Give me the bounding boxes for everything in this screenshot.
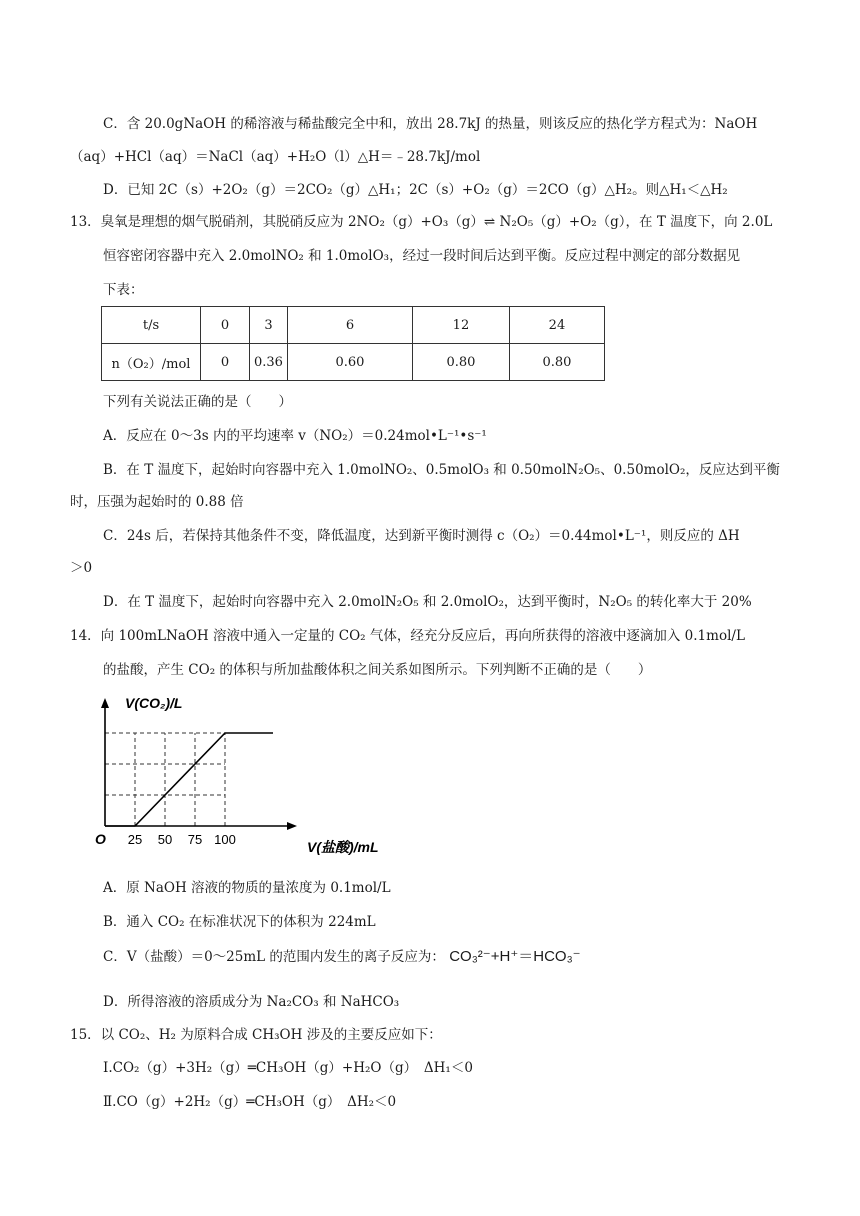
q14-option-d: D．所得溶液的溶质成分为 Na₂CO₃ 和 NaHCO₃ [103, 994, 400, 1010]
x-axis-arrow [287, 822, 297, 830]
table-cell: 0.60 [287, 344, 412, 381]
table-cell: 0 [201, 344, 250, 381]
q14-option-c [103, 945, 581, 966]
series-line-co2-volume [105, 733, 273, 826]
q15-reaction-2: Ⅱ.CO（g）+2H₂（g）═CH₃OH（g） ΔH₂＜0 [103, 1094, 397, 1110]
table-cell: 3 [250, 307, 288, 344]
table-cell: 0 [201, 307, 250, 344]
q14-stem-line1: 14．向 100mLNaOH 溶液中通入一定量的 CO₂ 气体，经充分反应后，再向所获得的溶液中逐滴加入 0.1mol/L [70, 628, 745, 644]
table-cell: 0.80 [412, 344, 509, 381]
table-cell: 0.36 [250, 344, 288, 381]
chart-grid [105, 733, 225, 826]
q14-option-b: B．通入 CO₂ 在标准状况下的体积为 224mL [103, 914, 376, 930]
q14-option-a: A．原 NaOH 溶液的物质的量浓度为 0.1mol/L [103, 880, 391, 896]
table-row [102, 307, 605, 344]
y-axis-arrow [101, 698, 109, 708]
q12-option-c-line1: C．含 20.0gNaOH 的稀溶液与稀盐酸完全中和，放出 28.7kJ 的热量，则该反应的热化学方程式为：NaOH [103, 116, 758, 132]
x-tick-label: 100 [214, 832, 236, 847]
chart-y-axis-label: V(CO₂)/L [125, 695, 183, 711]
table-row-label: n（O₂）/mol [102, 344, 201, 381]
q13-prompt: 下列有关说法正确的是（ ） [103, 394, 292, 410]
table-cell: 12 [412, 307, 509, 344]
table-cell: 0.80 [509, 344, 604, 381]
q13-option-b-line2: 时，压强为起始时的 0.88 倍 [70, 494, 244, 510]
table-row [102, 344, 605, 381]
q15-reaction-1: Ⅰ.CO₂（g）+3H₂（g）═CH₃OH（g）+H₂O（g） ΔH₁＜0 [103, 1060, 473, 1076]
q12-option-c-line2: （aq）+HCl（aq）＝NaCl（aq）+H₂O（l）△H＝﹣28.7kJ/mol [70, 149, 481, 165]
q13-stem-line2: 恒容密闭容器中充入 2.0molNO₂ 和 1.0molO₃，经过一段时间后达到平衡。反应过程中测定的部分数据见 [103, 248, 741, 264]
table-cell: 24 [509, 307, 604, 344]
x-tick-label: 75 [187, 832, 203, 847]
table-cell: 6 [287, 307, 412, 344]
q15-stem-line1: 15．以 CO₂、H₂ 为原料合成 CH₃OH 涉及的主要反应如下： [70, 1027, 442, 1043]
table-header-label: t/s [102, 307, 201, 344]
q14-option-c-text: C．V（盐酸）＝0～25mL 的范围内发生的离子反应为： [103, 949, 445, 965]
chart-origin-label: O [95, 831, 106, 847]
q13-option-c-line2: ＞0 [70, 560, 93, 576]
x-tick-label: 50 [157, 832, 173, 847]
q13-stem-line3: 下表： [103, 282, 144, 298]
chart-ticks [128, 832, 236, 847]
q13-option-c-line1: C．24s 后，若保持其他条件不变，降低温度，达到新平衡时测得 c（O₂）＝0.44mol•L⁻¹，则反应的 ΔH [103, 528, 740, 544]
q13-option-b-line1: B．在 T 温度下，起始时向容器中充入 1.0molNO₂、0.5molO₃ 和 0.50molN₂O₅、0.50molO₂，反应达到平衡 [103, 462, 780, 478]
chart-x-axis-label: V(盐酸)/mL [307, 839, 379, 855]
q12-option-d: D．已知 2C（s）+2O₂（g）＝2CO₂（g）△H₁；2C（s）+O₂（g）＝2CO（g）△H₂。则△H₁＜△H₂ [103, 182, 728, 198]
q14-stem-line2: 的盐酸，产生 CO₂ 的体积与所加盐酸体积之间关系如图所示。下列判断不正确的是（ ） [103, 662, 652, 678]
x-tick-label: 25 [127, 832, 143, 847]
q13-option-a: A．反应在 0～3s 内的平均速率 v（NO₂）＝0.24mol•L⁻¹•s⁻¹ [103, 428, 487, 444]
q13-data-table [101, 306, 605, 381]
q14-option-c-ion-equation: CO₃²⁻+H⁺＝HCO₃⁻ [449, 948, 581, 965]
q13-option-d: D．在 T 温度下，起始时向容器中充入 2.0molN₂O₅ 和 2.0molO₂，达到平衡时，N₂O₅ 的转化率大于 20% [103, 594, 752, 610]
q13-stem-line1: 13．臭氧是理想的烟气脱硝剂，其脱硝反应为 2NO₂（g）+O₃（g）⇌ N₂O₅（g）+O₂（g），在 T 温度下，向 2.0L [70, 214, 773, 230]
chart-series [105, 733, 273, 826]
q14-co2-chart [95, 692, 395, 858]
